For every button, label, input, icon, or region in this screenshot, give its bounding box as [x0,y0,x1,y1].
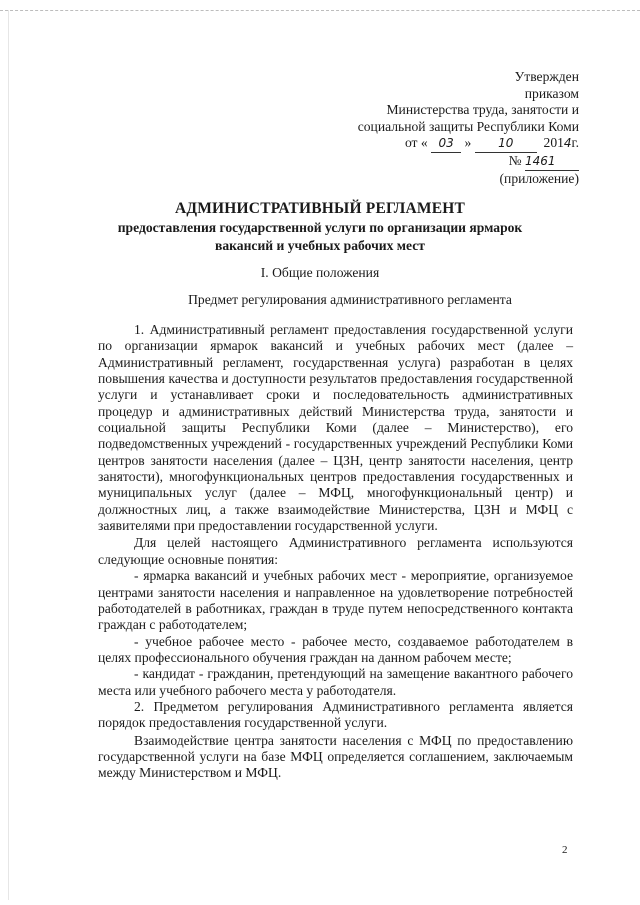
handwritten-number: 1461 [525,153,579,171]
section-subtitle: Предмет регулирования административного регламента [188,292,512,307]
document-subtitle: предоставления государственной услуги по организации ярмарок вакансий и учебных рабочих мест [117,220,523,253]
scan-top-border [0,10,640,11]
page-number: 2 [562,844,568,856]
paragraph: Взаимодействие центра занятости населения с МФЦ по предоставлению государственной услуги на базе МФЦ определяется соглашением, заключаемым между Министерством и МФЦ. [98,732,573,781]
document-title: АДМИНИСТРАТИВНЫЙ РЕГЛАМЕНТ [174,200,466,217]
paragraph: Для целей настоящего Административного регламента используются следующие основные понятия: [98,535,573,567]
paragraph: - ярмарка вакансий и учебных рабочих мест - мероприятие, организуемое центрами занятости населения и направленное на удовлетворение потребностей работодателей в работниках, граждан в труде путем непосредственного контакта граждан с работодателем; [98,568,573,633]
handwritten-month: 10 [475,135,537,153]
paragraph: - кандидат - гражданин, претендующий на замещение вакантного рабочего места или учебного рабочего места у работодателя. [98,666,573,698]
paragraph: 2. Предметом регулирования Административного регламента является порядок предоставления государственной услуги. [98,698,573,731]
approval-line: социальной защиты Республики Коми [357,118,579,134]
paragraph: 1. Административный регламент предоставления государственной услуги по организации ярмарок вакансий и учебных рабочих мест (далее – Административный регламент, государственная услуга) разработан в целях повышения качества и доступности результатов предоставления государственной услуги и устанавливает сроки и последовательность административных процедур и административных действий Министерства труда, занятости и социальной защиты Республики Коми (далее – Министерство), его подведомственных учреждений - государственных учреждений Республики Коми центров занятости населения (далее – ЦЗН, центр занятости населения, центр занятости), многофункциональных центров предоставления государственных и муниципальных услуг (далее – МФЦ, многофункциональный центр) и должностных лиц, а также взаимодействие Министерства, ЦЗН и МФЦ с заявителями при предоставлении государственной услуги. [98,322,573,534]
approval-appendix: (приложение) [499,170,579,186]
approval-date: от « 03 » 10 2014г. [358,135,579,153]
approval-line: Министерства труда, занятости и [386,102,579,118]
approval-line: Утвержден [514,69,579,84]
section-title: I. Общие положения [260,265,380,280]
approval-block [358,69,579,187]
handwritten-year-digit: 4 [563,136,572,151]
approval-line: приказом [524,85,579,101]
handwritten-day: 03 [431,135,461,153]
scan-left-border [8,10,9,900]
paragraph: - учебное рабочее место - рабочее место, создаваемое работодателем в целях профессионального обучения граждан на данном рабочем месте; [98,633,573,665]
document-body [98,322,573,782]
approval-number: № 1461 [358,153,579,171]
